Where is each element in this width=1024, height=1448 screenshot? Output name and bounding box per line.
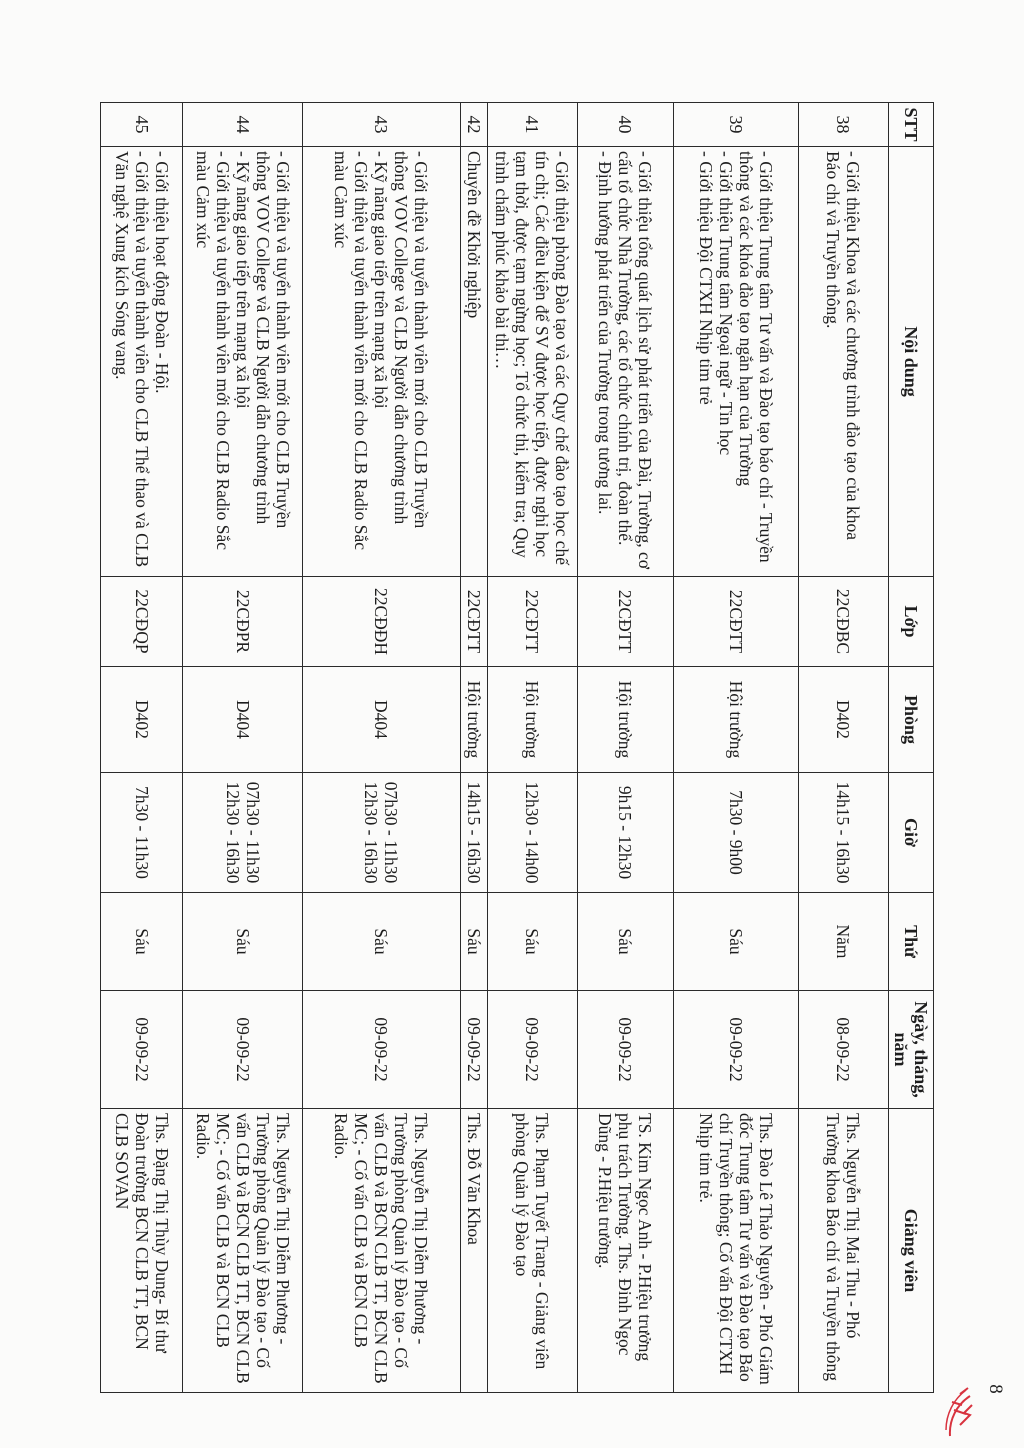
row-stt: 44 [183,103,303,147]
content-line: - Giới thiệu và tuyển thành viên mới cho CLB Radio Sắc màu Cảm xúc [192,151,233,551]
time-line: 12h30 - 16h30 [222,781,243,884]
row-time [488,773,577,893]
content-line: Chuyên đề Khởi nghiệp [464,151,485,319]
content-line: - Định hướng phát triển của Trường trong tương lai. [595,151,616,515]
row-time [798,773,888,893]
time-line: 7h30 - 11h30 [131,786,152,879]
header-class: Lớp [889,577,934,667]
row-content [183,147,303,577]
row-stt: 43 [303,103,461,147]
header-lecturer: Giảng viên [889,1109,934,1393]
row-room: Hội trường [488,667,577,773]
row-time [577,773,674,893]
row-stt: 45 [101,103,183,147]
row-date: 09-09-22 [303,991,461,1109]
row-date: 09-09-22 [183,991,303,1109]
row-content [101,147,183,577]
header-row [889,103,934,1393]
table-row [183,103,303,1393]
content-line: - Giới thiệu và tuyển thành viên mới cho CLB Radio Sắc màu Cảm xúc [331,151,372,551]
content-line: - Giới thiệu và tuyển thành viên mới cho CLB Truyền thông VOV College và CLB Người dẫn chương trình [391,151,432,529]
row-class: 22CĐPR [183,577,303,667]
row-date: 09-09-22 [674,991,798,1109]
row-stt: 41 [488,103,577,147]
row-stt: 42 [460,103,487,147]
row-content [577,147,674,577]
row-date: 09-09-22 [460,991,487,1109]
row-content [303,147,461,577]
row-content [460,147,487,577]
content-line: - Giới thiệu và tuyển thành viên cho CLB Thể thao và CLB Văn nghệ Xung kích Sóng vang. [111,151,152,568]
table-row [798,103,888,1393]
row-room: Hội trường [460,667,487,773]
header-time: Giờ [889,773,934,893]
table-row [460,103,487,1393]
row-class: 22CĐTT [460,577,487,667]
header-weekday: Thứ [889,893,934,991]
row-lecturer: Ths. Đỗ Văn Khoa [460,1109,487,1393]
table-row [303,103,461,1393]
row-content [488,147,577,577]
time-line: 14h15 - 16h30 [833,781,854,884]
row-class: 22CĐTT [577,577,674,667]
row-room: D404 [303,667,461,773]
row-weekday: Sáu [101,893,183,991]
content-line: - Giới thiệu Đội CTXH Nhịp tim trẻ [695,151,716,405]
row-weekday: Sáu [674,893,798,991]
table-row [488,103,577,1393]
content-line: - Giới thiệu và tuyển thành viên mới cho CLB Truyền thông VOV College và CLB Người dẫn chương trình [252,151,293,529]
row-time [674,773,798,893]
row-stt: 38 [798,103,888,147]
row-room: D402 [101,667,183,773]
table-row [101,103,183,1393]
row-lecturer: TS. Kim Ngọc Anh - P.Hiệu trưởng phụ trách Trường. Ths. Đinh Ngọc Dũng - P.Hiệu trưởng. [577,1109,674,1393]
row-class: 22CĐTT [488,577,577,667]
row-weekday: Sáu [577,893,674,991]
row-room: Hội trường [577,667,674,773]
content-line: - Giới thiệu Trung tâm Ngoại ngữ - Tin học [715,151,736,456]
header-stt: STT [889,103,934,147]
row-weekday: Năm [798,893,888,991]
table-row [674,103,798,1393]
row-lecturer: Ths. Nguyễn Thị Mai Thu - Phó Trưởng khoa Báo chí và Truyền thông [798,1109,888,1393]
time-line: 07h30 - 11h30 [381,781,402,884]
content-line: - Giới thiệu hoạt động Đoàn - Hội. [151,151,172,394]
row-weekday: Sáu [460,893,487,991]
row-time [183,773,303,893]
content-line: - Giới thiệu phòng Đào tạo và các Quy chế đào tạo học chế tín chỉ; Các điều kiện để SV được học tiếp, được nghỉ học tạm thời, được tạm ngừng học; Tổ chức thi, kiểm tra; Quy trình chấm phúc khảo bài thi… [492,151,573,566]
row-date: 09-09-22 [577,991,674,1109]
header-content: Nội dung [889,147,934,577]
time-line: 7h30 - 9h00 [725,790,746,875]
time-line: 07h30 - 11h30 [242,781,263,884]
row-weekday: Sáu [488,893,577,991]
row-class: 22CĐBC [798,577,888,667]
row-weekday: Sáu [303,893,461,991]
row-time [303,773,461,893]
time-line: 14h15 - 16h30 [464,781,485,884]
row-lecturer: Ths. Đặng Thị Thùy Dung- Bí thư Đoàn trường BCN CLB TT, BCN CLB SOVAN [101,1109,183,1393]
time-line: 12h30 - 14h00 [522,781,543,884]
row-time [460,773,487,893]
row-content [798,147,888,577]
row-content [674,147,798,577]
row-class: 22CĐQP [101,577,183,667]
page-number: 8 [985,1384,1006,1394]
row-room: D404 [183,667,303,773]
content-line: - Giới thiệu Khoa và các chương trình đào tạo của khoa Báo chí và Truyền thông. [823,151,864,541]
content-line: - Giới thiệu tổng quát lịch sử phát triển của Đài, Trường, cơ cấu tổ chức Nhà Trường, các tổ chức chính trị, đoàn thể. [615,151,656,570]
table-body [101,103,889,1393]
row-weekday: Sáu [183,893,303,991]
row-room: D402 [798,667,888,773]
content-line: - Kỹ năng giao tiếp trên mạng xã hội [232,151,253,409]
row-class: 22CĐTT [674,577,798,667]
row-stt: 39 [674,103,798,147]
row-lecturer: Ths. Đào Lê Thảo Nguyên - Phó Giám đốc Trung tâm Tư vấn và Đào tạo Báo chí Truyền thông; Cố vấn Đội CTXH Nhịp tim trẻ. [674,1109,798,1393]
row-lecturer: Ths. Phạm Tuyết Trang - Giảng viên phòng Quản lý Đào tạo [488,1109,577,1393]
row-date: 09-09-22 [488,991,577,1109]
row-lecturer: Ths. Nguyễn Thị Diễm Phương - Trưởng phòng Quản lý Đào tạo - Cố vấn CLB và BCN CLB TT, BCN CLB MC; - Cố vấn CLB và BCN CLB Radio. [183,1109,303,1393]
row-room: Hội trường [674,667,798,773]
official-seal [930,1350,1020,1440]
rotated-table-container [100,102,934,1392]
row-lecturer: Ths. Nguyễn Thị Diễm Phương - Trưởng phòng Quản lý Đào tạo - Cố vấn CLB và BCN CLB TT, BCN CLB MC; - Cố vấn CLB và BCN CLB Radio. [303,1109,461,1393]
time-line: 9h15 - 12h30 [615,785,636,880]
content-line: - Kỹ năng giao tiếp trên mạng xã hội [371,151,392,409]
content-line: - Giới thiệu Trung tâm Tư vấn và Đào tạo báo chí - Truyền thông và các khóa đào tạo ngắn hạn của Trường [735,151,776,563]
row-date: 09-09-22 [101,991,183,1109]
header-date: Ngày, tháng, năm [889,991,934,1109]
row-time [101,773,183,893]
time-line: 12h30 - 16h30 [361,781,382,884]
row-date: 08-09-22 [798,991,888,1109]
row-stt: 40 [577,103,674,147]
row-class: 22CĐĐH [303,577,461,667]
schedule-table [100,102,934,1393]
header-room: Phòng [889,667,934,773]
table-row [577,103,674,1393]
